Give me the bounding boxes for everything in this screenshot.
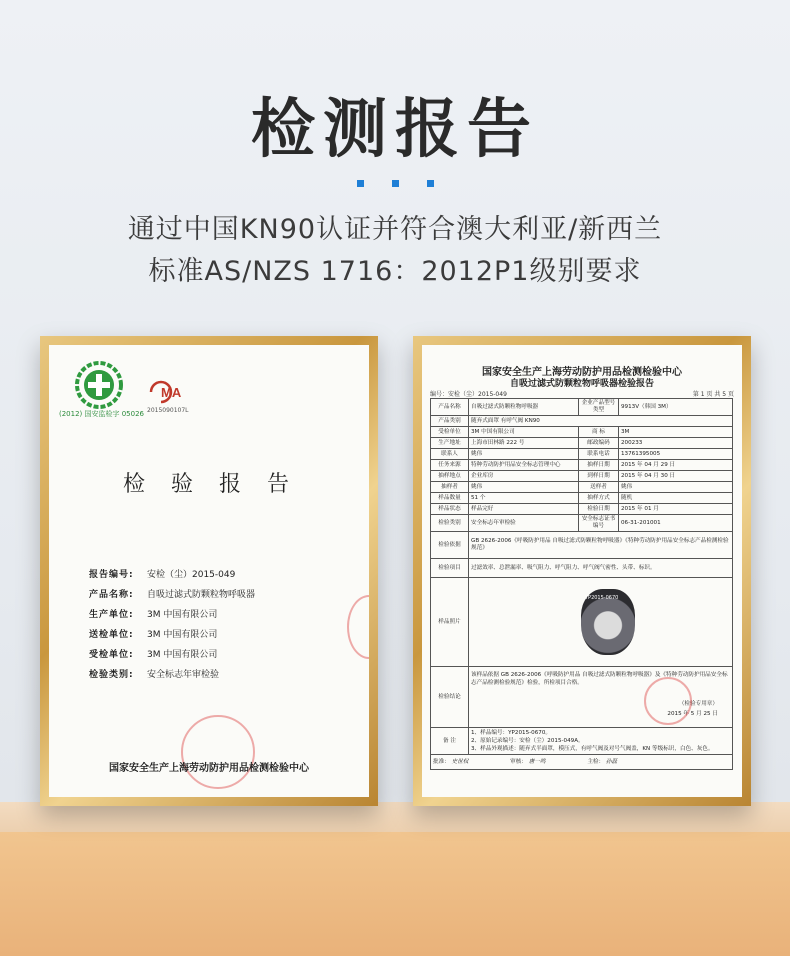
signature-row bbox=[431, 755, 733, 770]
table-row bbox=[431, 399, 733, 416]
table-row bbox=[431, 482, 733, 493]
table-cell: 样品状态 bbox=[431, 504, 469, 515]
table-cell: 企业库房 bbox=[469, 471, 579, 482]
report-paper bbox=[422, 345, 742, 797]
field-label: 产品名称: bbox=[89, 590, 134, 600]
table-cell: 姚伟 bbox=[469, 449, 579, 460]
table-cell: 检验日期 bbox=[579, 504, 619, 515]
table-cell: 样品完好 bbox=[469, 504, 579, 515]
table-cell: 2015 年 04 月 30 日 bbox=[619, 471, 733, 482]
table-cell: 上海市田林路 222 号 bbox=[469, 438, 579, 449]
cover-footer: 国家安全生产上海劳动防护用品检测检验中心 bbox=[109, 763, 309, 774]
page-title: 检测报告 bbox=[251, 93, 539, 167]
table-row bbox=[431, 728, 733, 755]
table-cell: 13761395005 bbox=[619, 449, 733, 460]
field-label: 送检单位: bbox=[89, 630, 134, 640]
table-cell: 联系人 bbox=[431, 449, 469, 460]
table-cell: 检验类别 bbox=[431, 515, 469, 532]
table-row bbox=[431, 515, 733, 532]
table-row bbox=[431, 559, 733, 578]
table-cell: 抽样地点 bbox=[431, 471, 469, 482]
table-cell: 9913V（韩国 3M） bbox=[619, 399, 733, 416]
photo-cell bbox=[469, 578, 733, 667]
table-cell: 检验结论 bbox=[431, 667, 469, 728]
review-signature: 唐一鸣 bbox=[528, 758, 546, 765]
shelf-top bbox=[0, 802, 790, 832]
field-value: 3M 中国有限公司 bbox=[147, 610, 218, 620]
table-row bbox=[431, 460, 733, 471]
table-cell: 3M bbox=[619, 427, 733, 438]
cover-field bbox=[89, 645, 255, 665]
table-row bbox=[431, 471, 733, 482]
report-table bbox=[430, 398, 733, 770]
table-cell: 商 标 bbox=[579, 427, 619, 438]
table-cell: 受检单位 bbox=[431, 427, 469, 438]
logo2-caption: 2015090107L bbox=[147, 407, 189, 414]
table-cell: 任务来源 bbox=[431, 460, 469, 471]
remark-line: 2、原始记录编号：安检（尘）2015-049A。 bbox=[471, 738, 584, 744]
table-cell: 3M 中国有限公司 bbox=[469, 427, 579, 438]
subtitle-line-1: 通过中国KN90认证并符合澳大利亚/新西兰 bbox=[127, 214, 663, 245]
table-cell: 安全标志年审检验 bbox=[469, 515, 579, 532]
field-value: 安检（尘）2015-049 bbox=[147, 570, 236, 580]
red-seal-icon bbox=[347, 595, 369, 659]
certificate-frame-report bbox=[413, 336, 751, 806]
field-label: 受检单位: bbox=[89, 650, 134, 660]
table-row bbox=[431, 667, 733, 728]
table-cell: 备 注 bbox=[431, 728, 469, 755]
table-row bbox=[431, 493, 733, 504]
table-row bbox=[431, 578, 733, 667]
editor-signature: 孙磊 bbox=[605, 758, 618, 765]
table-row bbox=[431, 504, 733, 515]
table-cell: 样品照片 bbox=[431, 578, 469, 667]
conclusion-cell bbox=[469, 667, 733, 728]
cover-title: 检验报告 bbox=[122, 472, 315, 497]
table-cell: 产品名称 bbox=[431, 399, 469, 416]
cover-field bbox=[89, 665, 255, 685]
table-cell: 到样日期 bbox=[579, 471, 619, 482]
table-cell: 过滤效率、总泄漏率、吸气阻力、呼气阻力、呼气阀气密性、头带、标识。 bbox=[469, 559, 733, 578]
decorative-dots bbox=[0, 180, 790, 187]
review-label: 审核： bbox=[510, 758, 527, 765]
field-value: 安全标志年审检验 bbox=[147, 670, 220, 680]
cover-field bbox=[89, 565, 255, 585]
table-cell: 抽样日期 bbox=[579, 460, 619, 471]
table-row bbox=[431, 755, 733, 770]
table-cell: 安全标志证书编号 bbox=[579, 515, 619, 532]
field-value: 3M 中国有限公司 bbox=[147, 630, 218, 640]
table-cell: GB 2626-2006《呼吸防护用品 自吸过滤式防颗粒物呼吸器》《特种劳动防护用品安全标志产品检测检验规范》 bbox=[469, 532, 733, 559]
table-cell: 2015 年 01 月 bbox=[619, 504, 733, 515]
dot-icon bbox=[427, 180, 434, 187]
field-label: 报告编号: bbox=[89, 570, 134, 580]
table-cell: 自吸过滤式防颗粒物呼吸器 bbox=[469, 399, 579, 416]
shelf-front bbox=[0, 832, 790, 956]
table-cell: 随机 bbox=[619, 493, 733, 504]
table-cell: 姚伟 bbox=[619, 482, 733, 493]
table-cell: 产品类别 bbox=[431, 416, 469, 427]
field-label: 生产单位: bbox=[89, 610, 134, 620]
cover-field bbox=[89, 605, 255, 625]
table-cell: 企业产品型号类型 bbox=[579, 399, 619, 416]
safety-cross-logo-icon bbox=[73, 359, 125, 411]
photo-caption: YP2015-0670 bbox=[585, 595, 619, 601]
field-label: 检验类别: bbox=[89, 670, 134, 680]
table-row bbox=[431, 427, 733, 438]
table-cell: 样品数量 bbox=[431, 493, 469, 504]
table-cell: 06-31-201001 bbox=[619, 515, 733, 532]
cover-paper bbox=[49, 345, 369, 797]
table-cell: 200233 bbox=[619, 438, 733, 449]
report-page: 第 1 页 共 5 页 bbox=[692, 391, 734, 398]
editor-label: 主检： bbox=[587, 758, 605, 765]
remarks-cell bbox=[469, 728, 733, 755]
cma-logo-icon bbox=[147, 379, 193, 405]
remark-line: 3、样品外观描述：随弃式半面罩，模压式，有呼气阀及对号气阀盖，KN 等级标识，白色、灰色。 bbox=[471, 746, 714, 752]
dot-icon bbox=[392, 180, 399, 187]
cover-field bbox=[89, 625, 255, 645]
approval-signature: 史世权 bbox=[451, 758, 469, 765]
red-seal-icon bbox=[644, 677, 692, 725]
certificate-frame-cover bbox=[40, 336, 378, 806]
conclusion-text: 该样品依据 GB 2626-2006《呼吸防护用品 自吸过滤式防颗粒物呼吸器》及《特种劳动防护用品安全标志产品检测检验规范》检验，所检项目合格。 bbox=[471, 672, 728, 686]
cover-fields bbox=[89, 565, 255, 685]
field-value: 自吸过滤式防颗粒物呼吸器 bbox=[147, 590, 256, 600]
table-cell: 抽样方式 bbox=[579, 493, 619, 504]
table-row bbox=[431, 532, 733, 559]
table-cell: 检验项目 bbox=[431, 559, 469, 578]
table-cell: 生产地址 bbox=[431, 438, 469, 449]
table-cell: 邮政编码 bbox=[579, 438, 619, 449]
table-cell: 特种劳动防护用品安全标志管理中心 bbox=[469, 460, 579, 471]
table-cell: 检验依据 bbox=[431, 532, 469, 559]
stamp-text: （检验专用章） bbox=[678, 701, 718, 707]
report-title: 国家安全生产上海劳动防护用品检测检验中心 bbox=[482, 367, 682, 378]
report-meta bbox=[430, 389, 734, 398]
sign-date: 2015 年 5 月 25 日 bbox=[667, 711, 718, 717]
table-row bbox=[431, 438, 733, 449]
red-seal-icon bbox=[181, 715, 255, 789]
approval-label: 批准： bbox=[433, 758, 450, 765]
cma-logo-text: MA bbox=[161, 385, 182, 400]
table-cell: 抽样者 bbox=[431, 482, 469, 493]
table-cell: 随弃式面罩 有呼气阀 KN90 bbox=[469, 416, 733, 427]
cover-field bbox=[89, 585, 255, 605]
table-row bbox=[431, 416, 733, 427]
report-subtitle: 自吸过滤式防颗粒物呼吸器检验报告 bbox=[509, 379, 654, 389]
table-row bbox=[431, 449, 733, 460]
subtitle-line-2: 标准AS/NZS 1716：2012P1级别要求 bbox=[148, 256, 642, 287]
table-cell: 2015 年 04 月 29 日 bbox=[619, 460, 733, 471]
logo1-caption: (2012) 国安监检字 05026 bbox=[59, 410, 144, 418]
table-cell: 姚伟 bbox=[469, 482, 579, 493]
report-number: 编号：安检（尘）2015-049 bbox=[430, 391, 507, 398]
sample-photo bbox=[471, 579, 730, 665]
table-cell: 送样者 bbox=[579, 482, 619, 493]
table-cell: 联系电话 bbox=[579, 449, 619, 460]
field-value: 3M 中国有限公司 bbox=[147, 650, 218, 660]
dot-icon bbox=[357, 180, 364, 187]
remark-line: 1、样品编号：YP2015-0670。 bbox=[471, 730, 551, 736]
table-cell: 51 个 bbox=[469, 493, 579, 504]
